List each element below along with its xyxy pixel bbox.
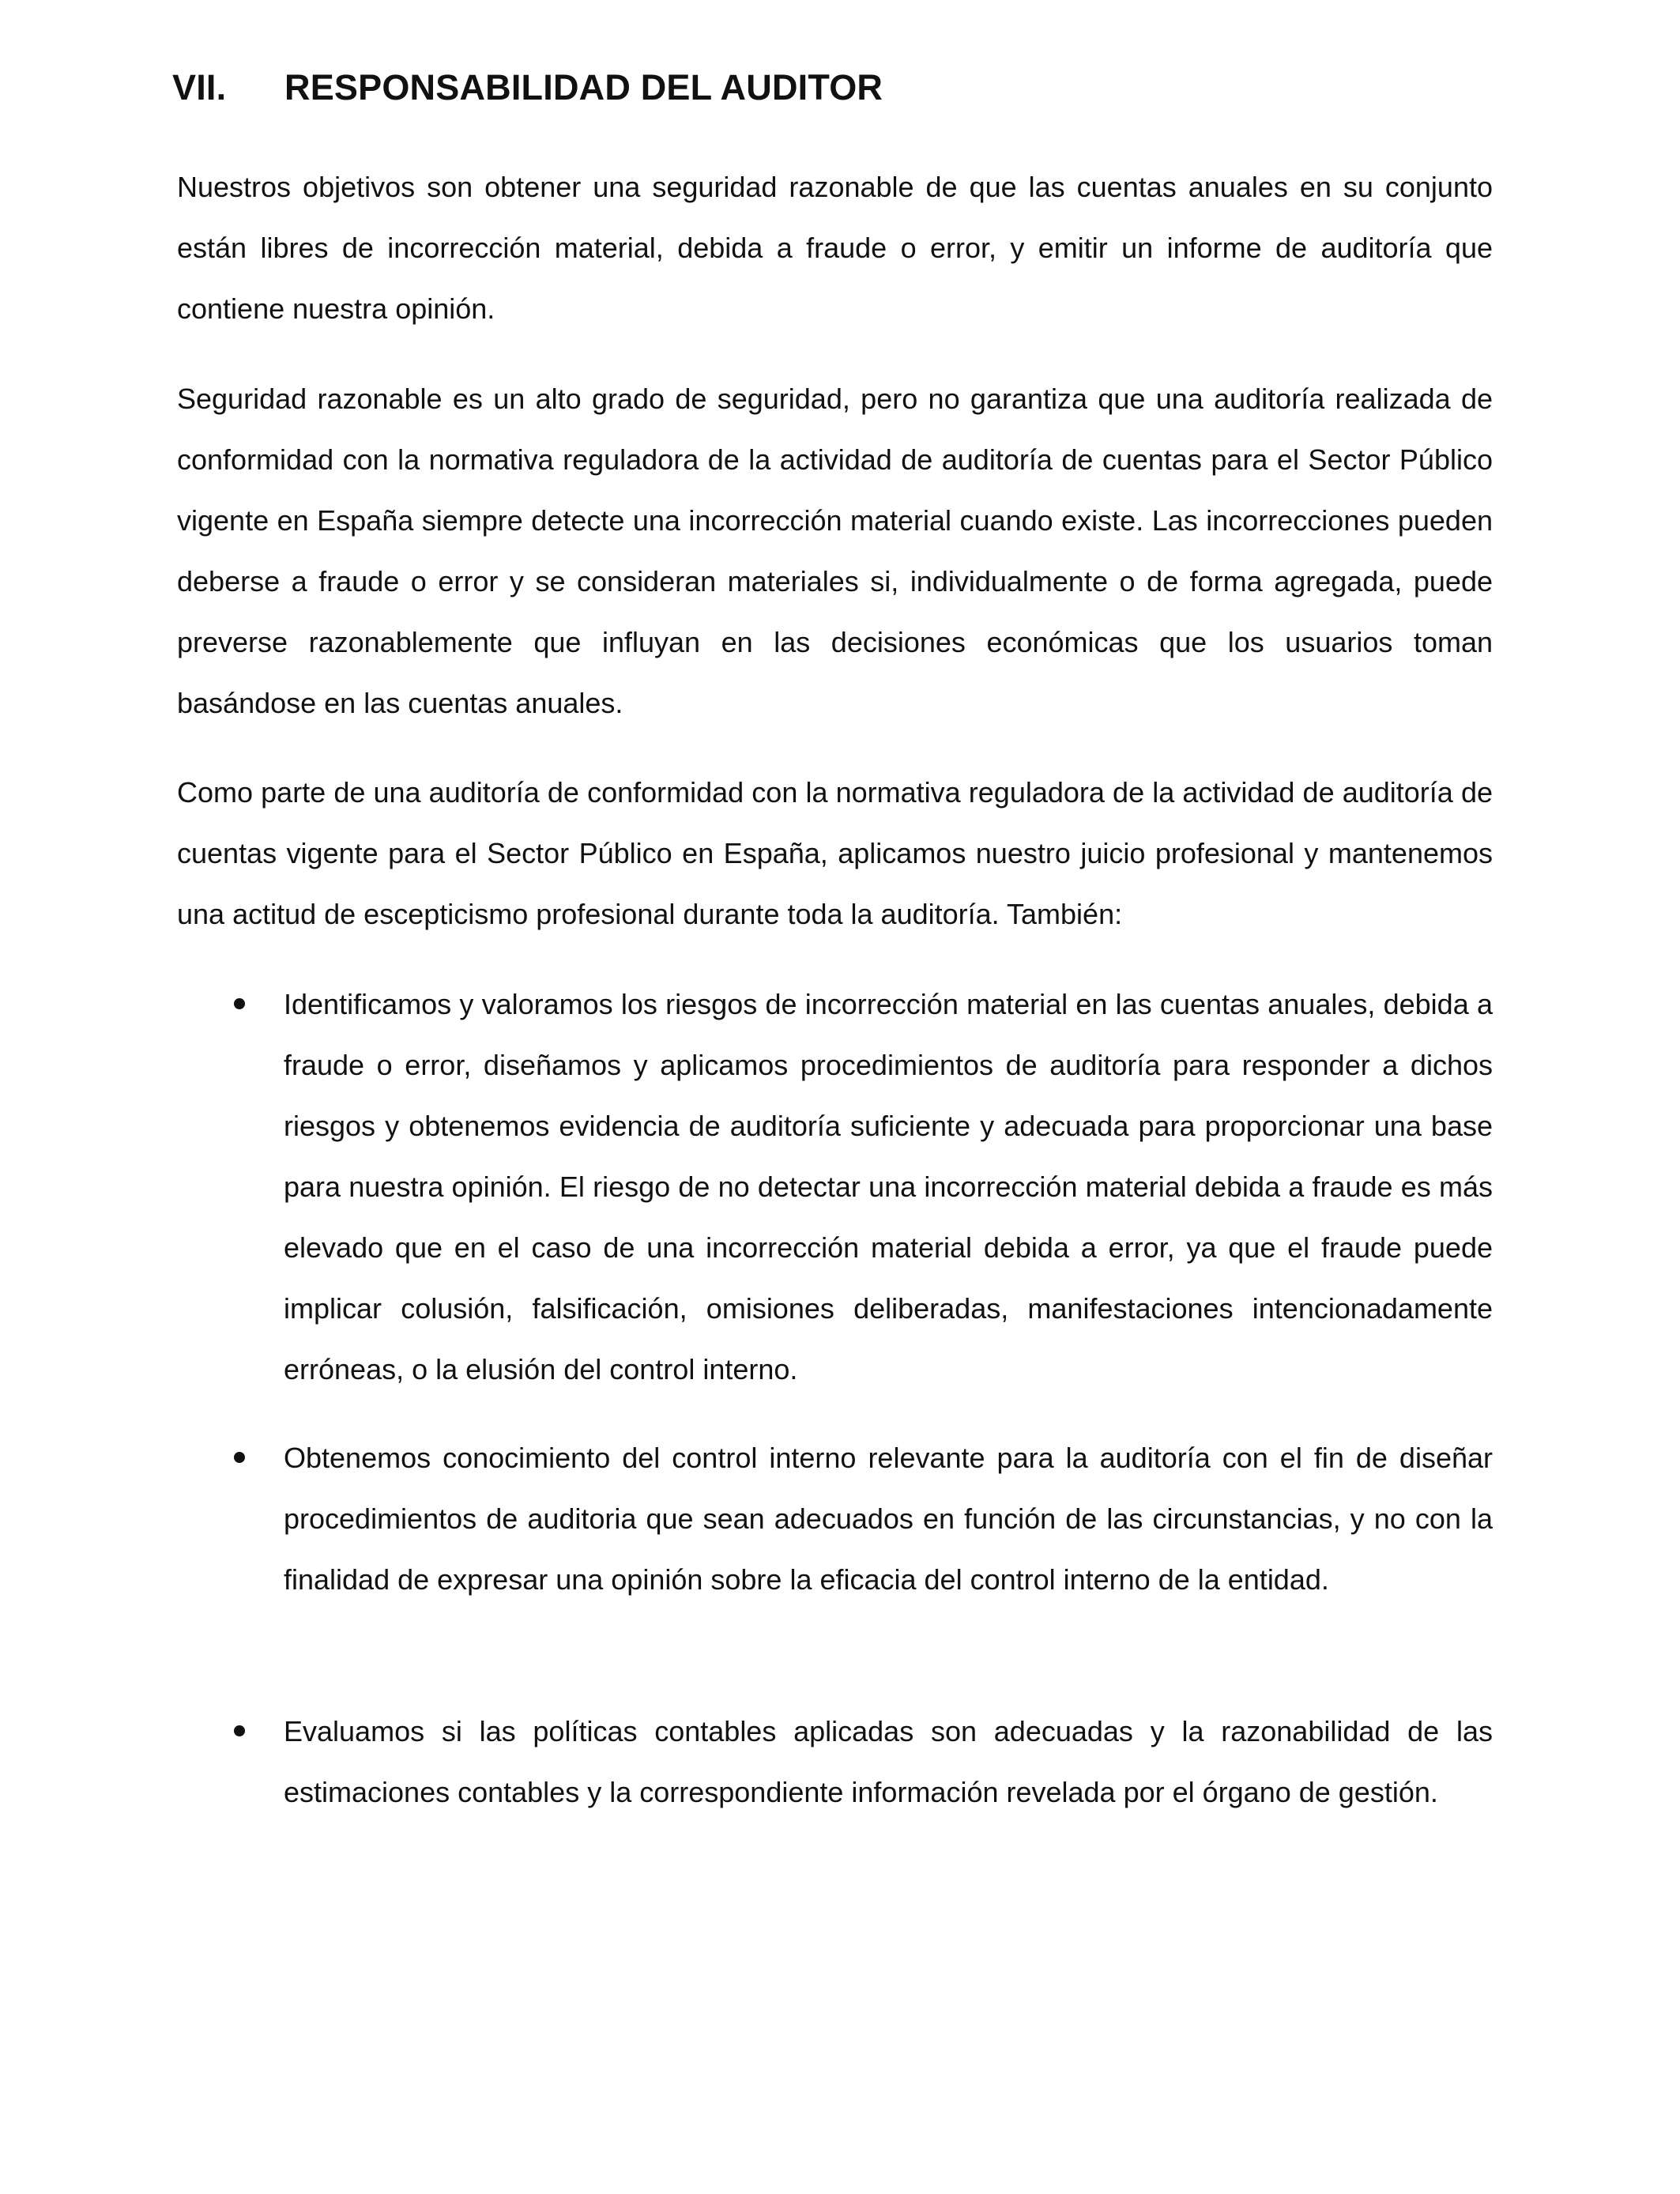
section-number: VII. (172, 67, 227, 107)
bullet-list-item-2 (177, 1427, 1493, 1610)
bullet-text: Obtenemos conocimiento del control interno relevante para la auditoría con el fin de diseñar procedimientos de auditoria que sean adecuados en función de las circunstancias, y no con la finalidad de expresar una opinión sobre la eficacia del control interno de la entidad. (284, 1442, 1493, 1596)
bullet-dot-icon (234, 998, 245, 1009)
bullet-text: Evaluamos si las políticas contables aplicadas son adecuadas y la razonabilidad de las estimaciones contables y la correspondiente información revelada por el órgano de gestión. (284, 1715, 1493, 1808)
bullet-list-item-3 (177, 1701, 1493, 1823)
bullet-dot-icon (234, 1725, 245, 1736)
section-heading (172, 62, 883, 114)
bullet-text: Identificamos y valoramos los riesgos de incorrección material en las cuentas anuales, debida a fraude o error, diseñamos y aplicamos procedimientos de auditoría para responder a dichos riesgos y obtenemos evidencia de auditoría suficiente y adecuada para proporcionar una base para nuestra opinión. El riesgo de no detectar una incorrección material debida a fraude es más elevado que en el caso de una incorrección material debida a error, ya que el fraude puede implicar colusión, falsificación, omisiones deliberadas, manifestaciones intencionadamente erróneas, o la elusión del control interno. (284, 988, 1493, 1385)
list-item (177, 1701, 1493, 1823)
list-item (177, 1427, 1493, 1610)
section-title: RESPONSABILIDAD DEL AUDITOR (284, 67, 883, 107)
list-item (177, 974, 1493, 1400)
paragraph-professional-judgment: Como parte de una auditoría de conformidad con la normativa reguladora de la actividad de auditoría de cuentas vigente para el Sector Público en España, aplicamos nuestro juicio profesional y mantenemos una actitud de escepticismo profesional durante toda la auditoría. También: (177, 776, 1493, 930)
paragraph-objectives: Nuestros objetivos son obtener una seguridad razonable de que las cuentas anuales en su conjunto están libres de incorrección material, debida a fraude o error, y emitir un informe de auditoría que contiene nuestra opinión. (177, 171, 1493, 325)
bullet-dot-icon (234, 1452, 245, 1463)
bullet-list-item-1 (177, 974, 1493, 1400)
paragraph-reasonable-assurance: Seguridad razonable es un alto grado de seguridad, pero no garantiza que una auditoría realizada de conformidad con la normativa reguladora de la actividad de auditoría de cuentas para el Sector Público vigente en España siempre detecte una incorrección material cuando existe. Las incorrecciones pueden deberse a fraude o error y se consideran materiales si, individualmente o de forma agregada, puede preverse razonablemente que influyan en las decisiones económicas que los usuarios toman basándose en las cuentas anuales. (177, 383, 1493, 719)
